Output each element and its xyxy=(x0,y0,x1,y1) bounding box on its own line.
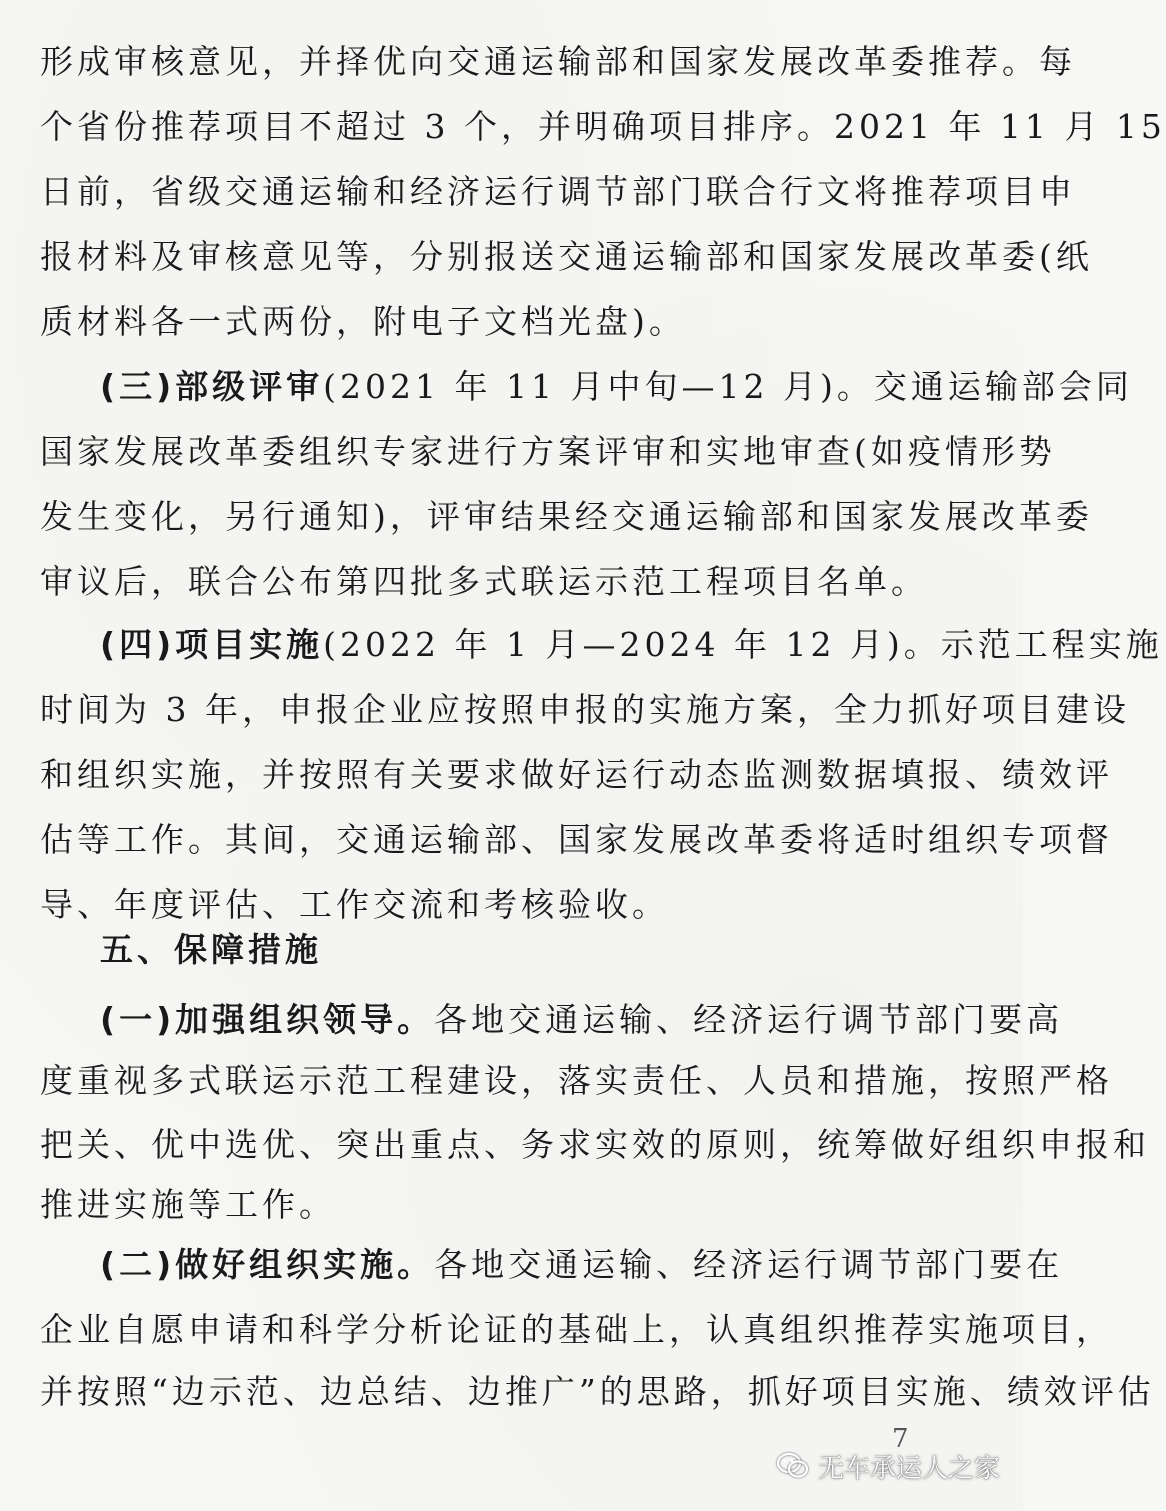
watermark xyxy=(776,1446,1000,1486)
paragraph-line: 导、年度评估、工作交流和考核验收。 xyxy=(40,885,669,924)
subsection-2-first-line xyxy=(100,1233,1064,1297)
paragraph-line: 并按照“边示范、边总结、边推广”的思路，抓好项目实施、绩效评估 xyxy=(40,1372,1155,1411)
paragraph-line: 形成审核意见，并择优向交通运输部和国家发展改革委推荐。每 xyxy=(40,42,1076,81)
paragraph-line: 个省份推荐项目不超过 3 个，并明确项目排序。2021 年 11 月 15 xyxy=(40,107,1166,146)
paragraph-line: 度重视多式联运示范工程建设，落实责任、人员和措施，按照严格 xyxy=(40,1061,1113,1100)
wechat-icon xyxy=(776,1451,810,1481)
section-4-first-line xyxy=(100,613,1163,677)
paragraph-line: 时间为 3 年，申报企业应按照申报的实施方案，全力抓好项目建设 xyxy=(40,690,1130,729)
section-3-first-line xyxy=(100,355,1133,419)
page-number: 7 xyxy=(892,1424,909,1454)
paragraph-line: 审议后，联合公布第四批多式联运示范工程项目名单。 xyxy=(40,562,928,601)
section-3-lead: (三)部级评审 xyxy=(100,367,324,406)
paragraph-line: 报材料及审核意见等，分别报送交通运输部和国家发展改革委(纸 xyxy=(40,237,1093,276)
paragraph-line: 把关、优中选优、突出重点、务求实效的原则，统筹做好组织申报和 xyxy=(40,1125,1150,1164)
subsection-1-first-line xyxy=(100,988,1064,1052)
watermark-text: 无车承运人之家 xyxy=(818,1453,1001,1484)
subsection-2-lead: (二)做好组织实施。 xyxy=(100,1245,435,1284)
paragraph-line: 发生变化，另行通知)，评审结果经交通运输部和国家发展改革委 xyxy=(40,497,1093,536)
section-3-first-rest: (2021 年 11 月中旬—12 月)。交通运输部会同 xyxy=(323,367,1133,406)
section-4-lead: (四)项目实施 xyxy=(100,625,324,664)
subsection-2-first-rest: 各地交通运输、经济运行调节部门要在 xyxy=(434,1245,1064,1284)
subsection-1-first-rest: 各地交通运输、经济运行调节部门要高 xyxy=(434,1000,1064,1039)
paragraph-line: 估等工作。其间，交通运输部、国家发展改革委将适时组织专项督 xyxy=(40,820,1113,859)
paragraph-line: 日前，省级交通运输和经济运行调节部门联合行文将推荐项目申 xyxy=(40,172,1076,211)
paragraph-line: 推进实施等工作。 xyxy=(40,1185,336,1224)
subsection-1-lead: (一)加强组织领导。 xyxy=(100,1000,435,1039)
section-heading-5: 五、保障措施 xyxy=(100,930,322,969)
paragraph-line: 国家发展改革委组织专家进行方案评审和实地审查(如疫情形势 xyxy=(40,432,1056,471)
paragraph-line: 质材料各一式两份，附电子文档光盘)。 xyxy=(40,302,686,341)
paragraph-line: 企业自愿申请和科学分析论证的基础上，认真组织推荐实施项目， xyxy=(40,1310,1113,1349)
paragraph-line: 和组织实施，并按照有关要求做好运行动态监测数据填报、绩效评 xyxy=(40,755,1113,794)
section-4-first-rest: (2022 年 1 月—2024 年 12 月)。示范工程实施 xyxy=(323,625,1163,664)
